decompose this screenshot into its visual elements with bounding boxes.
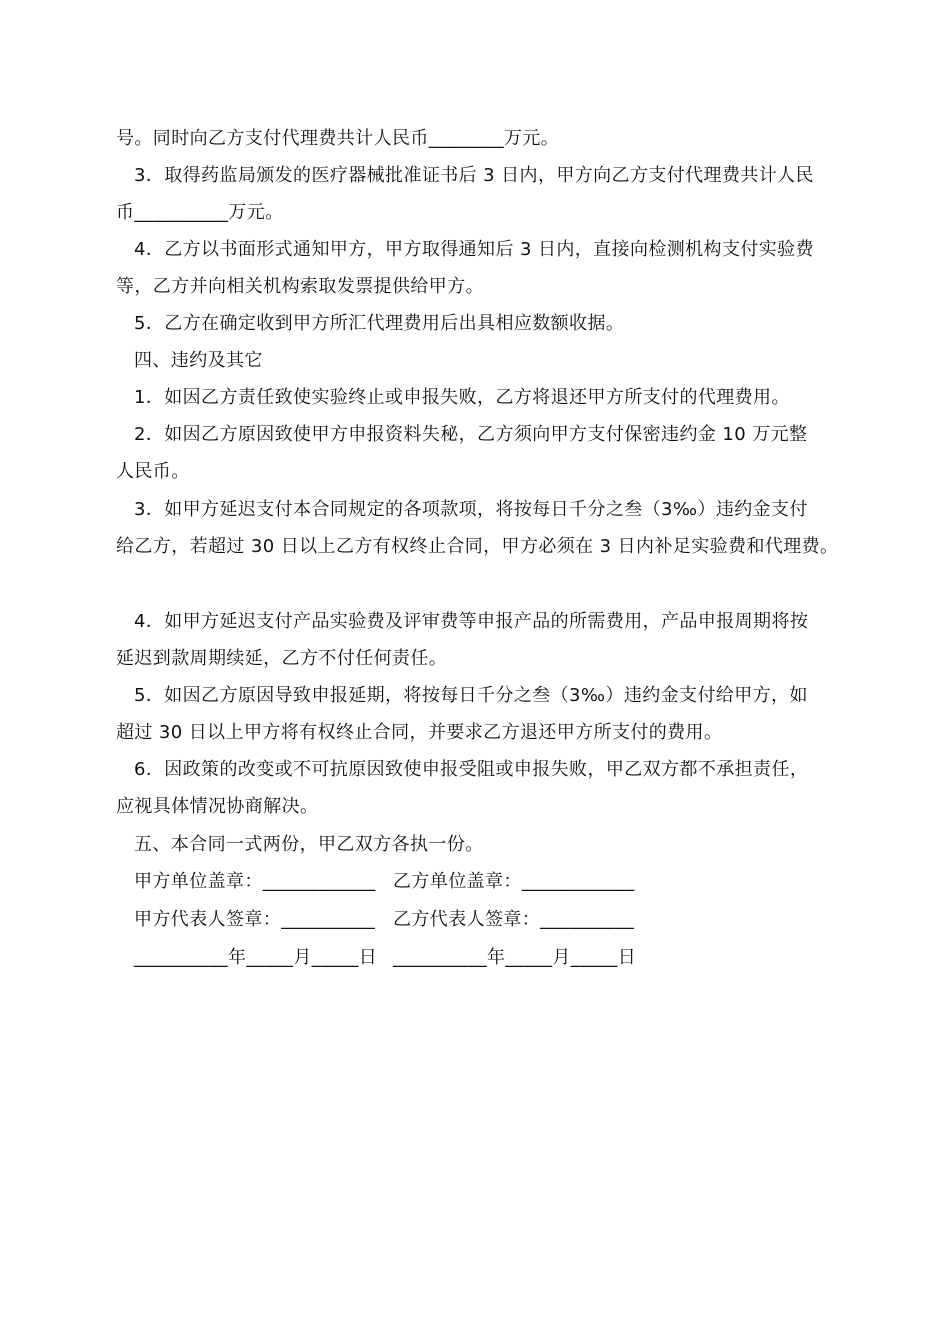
paragraph-line: 2．如因乙方原因致使甲方申报资料失秘，乙方须向甲方支付保密违约金 10 万元整 bbox=[134, 424, 808, 445]
paragraph-line: 延迟到款周期续延，乙方不付任何责任。 bbox=[116, 648, 448, 669]
paragraph-line: 5．乙方在确定收到甲方所汇代理费用后出具相应数额收据。 bbox=[134, 313, 625, 334]
party-a-rep-field: 甲方代表人签章：__________ bbox=[134, 909, 376, 930]
paragraph-line: 应视具体情况协商解决。 bbox=[116, 796, 319, 817]
party-b-seal-field: 乙方单位盖章：____________ bbox=[393, 871, 635, 892]
paragraph-line: 3．取得药监局颁发的医疗器械批准证书后 3 日内，甲方向乙方支付代理费共计人民 bbox=[134, 165, 814, 186]
paragraph-line: 5．如因乙方原因导致申报延期，将按每日千分之叁（3‰）违约金支付给甲方，如 bbox=[134, 685, 808, 706]
party-b-rep-field: 乙方代表人签章：__________ bbox=[393, 909, 635, 930]
paragraph-line: 等，乙方并向相关机构索取发票提供给甲方。 bbox=[116, 276, 484, 297]
paragraph-line: 人民币。 bbox=[116, 461, 190, 482]
party-a-date-field: __________年_____月_____日 bbox=[134, 947, 378, 968]
paragraph-line: 号。同时向乙方支付代理费共计人民币________万元。 bbox=[116, 128, 560, 149]
section-heading: 四、违约及其它 bbox=[134, 350, 263, 371]
section-heading: 五、本合同一式两份，甲乙双方各执一份。 bbox=[134, 834, 484, 855]
paragraph-line: 币__________万元。 bbox=[116, 202, 284, 223]
paragraph-line: 超过 30 日以上甲方将有权终止合同，并要求乙方退还甲方所支付的费用。 bbox=[116, 722, 723, 743]
party-b-date-field: __________年_____月_____日 bbox=[393, 947, 637, 968]
paragraph-line: 1．如因乙方责任致使实验终止或申报失败，乙方将退还甲方所支付的代理费用。 bbox=[134, 387, 790, 408]
paragraph-line: 3．如甲方延迟支付本合同规定的各项款项，将按每日千分之叁（3‰）违约金支付 bbox=[134, 499, 808, 520]
paragraph-line: 4．如甲方延迟支付产品实验费及评审费等申报产品的所需费用，产品申报周期将按 bbox=[134, 611, 809, 632]
paragraph-line: 4．乙方以书面形式通知甲方，甲方取得通知后 3 日内，直接向检测机构支付实验费 bbox=[134, 239, 814, 260]
paragraph-line: 给乙方，若超过 30 日以上乙方有权终止合同，甲方必须在 3 日内补足实验费和代理费。 bbox=[116, 536, 839, 557]
party-a-seal-field: 甲方单位盖章：____________ bbox=[134, 871, 376, 892]
paragraph-line: 6．因政策的改变或不可抗原因致使申报受阻或申报失败，甲乙双方都不承担责任， bbox=[134, 759, 809, 780]
